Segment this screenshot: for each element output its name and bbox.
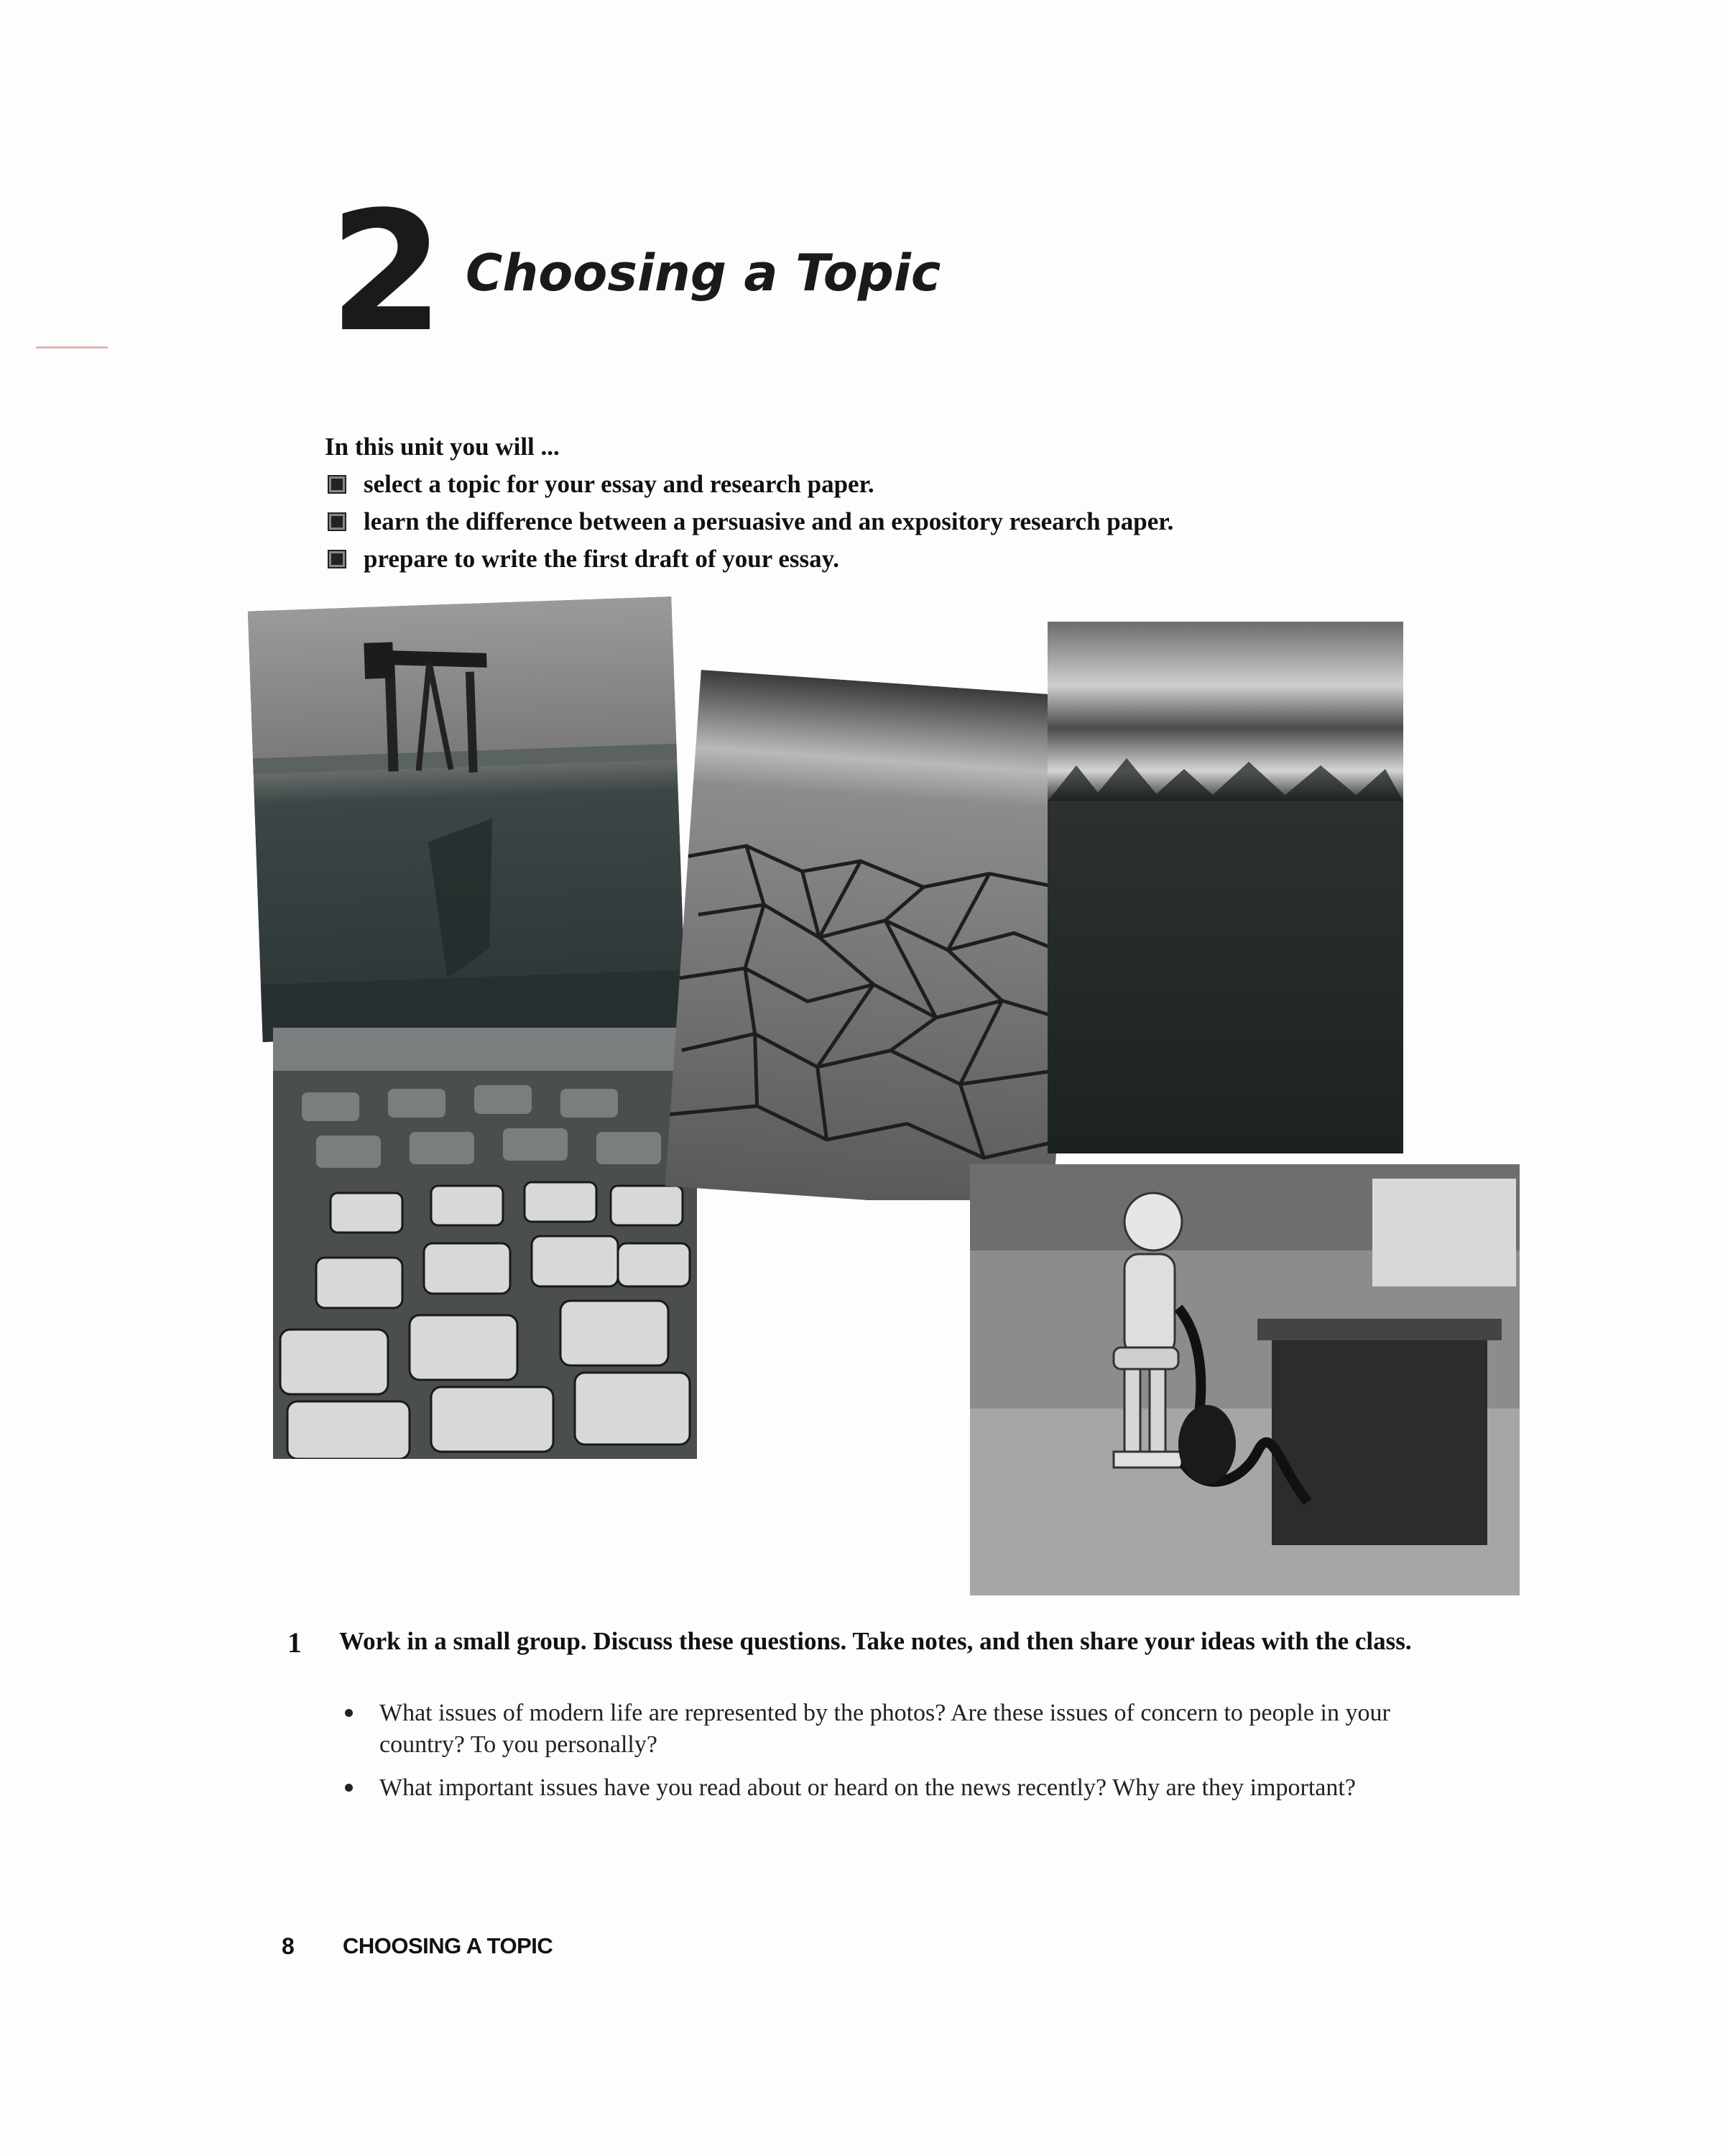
objectives-intro: In this unit you will ...: [325, 433, 560, 461]
photo-traffic-jam: [273, 1028, 697, 1459]
running-head: CHOOSING A TOPIC: [343, 1933, 553, 1958]
objective-item: [325, 503, 1173, 540]
objective-text: select a topic for your essay and research paper.: [364, 470, 874, 498]
photo-cracked-earth: [665, 670, 1089, 1213]
question-text: What important issues have you read about or heard on the news recently? Why are they important?: [379, 1774, 1356, 1801]
objective-text: learn the difference between a persuasive and an expository research paper.: [364, 507, 1174, 535]
photo-forest: [1048, 622, 1403, 1153]
chapter-number: 2: [329, 177, 439, 369]
photo-oil-pump: [248, 596, 687, 1042]
objective-item: [325, 466, 1173, 503]
chapter-title: Choosing a Topic: [466, 244, 941, 303]
unit-objectives: [325, 428, 1173, 578]
photo-robot-vacuuming: [970, 1164, 1520, 1595]
photo-collage: [251, 596, 1523, 1603]
objective-item: [325, 540, 1173, 578]
square-bullet-icon: [328, 550, 346, 568]
question-item: [339, 1772, 1460, 1804]
discussion-questions: [339, 1697, 1460, 1815]
question-item: [339, 1697, 1460, 1761]
square-bullet-icon: [328, 512, 346, 531]
exercise-prompt: Work in a small group. Discuss these questions. Take notes, and then share your ideas with the class.: [339, 1627, 1412, 1655]
question-text: What issues of modern life are represented by the photos? Are these issues of concern to people in your country? To you personally?: [379, 1700, 1390, 1758]
bullet-icon: [345, 1784, 353, 1792]
objective-text: prepare to write the first draft of your essay.: [364, 545, 839, 573]
collage-gap: [697, 1200, 970, 1459]
bullet-icon: [345, 1709, 353, 1717]
scan-mark: [36, 346, 108, 349]
exercise-number: 1: [287, 1626, 302, 1659]
page-number: 8: [282, 1933, 295, 1959]
square-bullet-icon: [328, 475, 346, 494]
